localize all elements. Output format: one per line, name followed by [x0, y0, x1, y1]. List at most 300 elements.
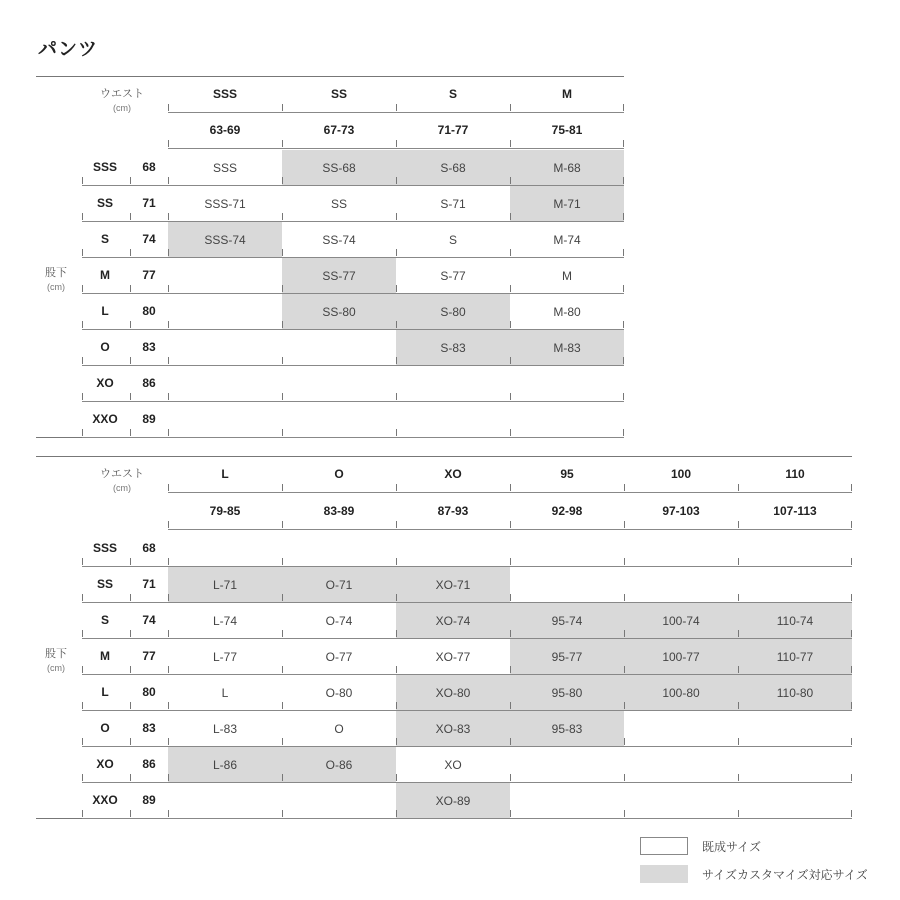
- tick: [510, 177, 511, 184]
- tick: [510, 702, 511, 709]
- tick: [510, 594, 511, 601]
- column-size-header: 100: [670, 467, 692, 481]
- size-cell: [510, 402, 624, 437]
- tick: [282, 249, 283, 256]
- size-cell: L-74: [212, 613, 238, 628]
- tick: [851, 558, 852, 565]
- tick: [510, 285, 511, 292]
- tick: [510, 630, 511, 637]
- tick: [168, 594, 169, 601]
- tick: [82, 357, 83, 364]
- row-inseam-value: 74: [142, 232, 156, 246]
- size-cell: 110-77: [738, 639, 852, 674]
- tick: [623, 213, 624, 220]
- size-cell: [168, 294, 282, 329]
- row-rule: [82, 818, 852, 819]
- tick: [282, 140, 283, 147]
- tick: [130, 666, 131, 673]
- tick: [396, 285, 397, 292]
- tick: [282, 774, 283, 781]
- tick: [130, 285, 131, 292]
- size-cell: [282, 402, 396, 437]
- size-cell: O-77: [325, 649, 353, 664]
- row-size-label: S: [100, 613, 109, 627]
- column-waist-range: 71-77: [437, 123, 469, 137]
- tick: [738, 666, 739, 673]
- tick: [82, 810, 83, 817]
- column-size-header: L: [221, 467, 229, 481]
- tick: [851, 521, 852, 528]
- size-cell: [624, 783, 738, 818]
- tick: [168, 177, 169, 184]
- size-cell: XO: [444, 757, 462, 772]
- size-cell: [396, 531, 510, 566]
- row-inseam-value: 80: [142, 685, 156, 699]
- column-waist-range: 63-69: [209, 123, 241, 137]
- size-cell: [510, 567, 624, 602]
- tick: [130, 357, 131, 364]
- size-cell: [738, 567, 852, 602]
- column-size-header: XO: [444, 467, 462, 481]
- size-cell: [624, 567, 738, 602]
- tick: [851, 630, 852, 637]
- size-cell: SS-74: [322, 232, 356, 247]
- column-waist-range: 87-93: [437, 504, 469, 518]
- column-waist-range: 97-103: [662, 504, 700, 518]
- legend-label: 既成サイズ: [702, 839, 762, 854]
- tick: [168, 249, 169, 256]
- size-cell: [624, 531, 738, 566]
- size-cell: XO-71: [396, 567, 510, 602]
- tick: [851, 484, 852, 491]
- row-inseam-value: 71: [142, 196, 156, 210]
- tick: [623, 429, 624, 436]
- column-waist-range: 83-89: [323, 504, 355, 518]
- size-cell: [168, 330, 282, 365]
- row-size-label: O: [100, 340, 110, 354]
- size-cell: [738, 711, 852, 746]
- size-cell: [738, 747, 852, 782]
- size-cell: 100-77: [624, 639, 738, 674]
- tick: [282, 702, 283, 709]
- size-cell: L-83: [212, 721, 238, 736]
- size-cell: SS-80: [282, 294, 396, 329]
- row-size-label: SSS: [92, 541, 117, 555]
- size-cell: 95-83: [510, 711, 624, 746]
- tick: [82, 177, 83, 184]
- size-cell: 110-74: [738, 603, 852, 638]
- size-cell: [168, 366, 282, 401]
- tick: [168, 702, 169, 709]
- tick: [282, 738, 283, 745]
- size-cell: XO-74: [396, 603, 510, 638]
- tick: [130, 558, 131, 565]
- size-cell: XO-83: [396, 711, 510, 746]
- waist-unit: (cm): [113, 103, 131, 113]
- tick: [851, 738, 852, 745]
- page-title: パンツ: [38, 38, 99, 60]
- row-size-label: XO: [96, 757, 114, 771]
- size-cell: O-80: [325, 685, 353, 700]
- size-cell: SS-77: [282, 258, 396, 293]
- tick: [396, 594, 397, 601]
- tick: [130, 630, 131, 637]
- tick: [282, 357, 283, 364]
- size-cell: [510, 366, 624, 401]
- size-cell: SSS-74: [168, 222, 282, 257]
- tick: [738, 810, 739, 817]
- size-cell: 100-80: [624, 675, 738, 710]
- tick: [396, 558, 397, 565]
- tick: [82, 558, 83, 565]
- row-size-label: SS: [96, 196, 113, 210]
- size-cell: [624, 711, 738, 746]
- size-cell: M-83: [510, 330, 624, 365]
- column-waist-range: 79-85: [209, 504, 241, 518]
- header-rule: [168, 492, 852, 493]
- row-inseam-value: 68: [142, 541, 156, 555]
- tick: [396, 810, 397, 817]
- tick: [82, 702, 83, 709]
- tick: [82, 429, 83, 436]
- size-cell: M-68: [510, 150, 624, 185]
- tick: [510, 249, 511, 256]
- tick: [510, 429, 511, 436]
- tick: [510, 810, 511, 817]
- column-waist-range: 75-81: [551, 123, 583, 137]
- column-size-header: M: [562, 87, 572, 101]
- tick: [82, 321, 83, 328]
- tick: [510, 213, 511, 220]
- tick: [168, 484, 169, 491]
- tick: [168, 104, 169, 111]
- size-cell: XO-77: [435, 649, 471, 664]
- tick: [168, 140, 169, 147]
- tick: [510, 558, 511, 565]
- column-size-header: SS: [330, 87, 347, 101]
- size-cell: S-71: [440, 196, 466, 211]
- tick: [130, 702, 131, 709]
- tick: [282, 521, 283, 528]
- tick: [282, 429, 283, 436]
- size-cell: M: [562, 268, 572, 283]
- waist-label: ウエスト: [100, 468, 144, 480]
- size-cell: 95-77: [510, 639, 624, 674]
- size-cell: S-80: [396, 294, 510, 329]
- tick: [510, 738, 511, 745]
- column-size-header: SSS: [212, 87, 237, 101]
- row-size-label: SSS: [92, 160, 117, 174]
- header-rule: [168, 112, 624, 113]
- tick: [510, 484, 511, 491]
- tick: [396, 249, 397, 256]
- tick: [851, 594, 852, 601]
- tick: [168, 213, 169, 220]
- row-rule: [82, 437, 624, 438]
- size-cell: [282, 783, 396, 818]
- tick: [510, 357, 511, 364]
- tick: [510, 666, 511, 673]
- tick: [624, 484, 625, 491]
- inseam-label: 股下: [45, 267, 67, 279]
- tick: [624, 666, 625, 673]
- size-cell: S-68: [396, 150, 510, 185]
- size-cell: XO-89: [396, 783, 510, 818]
- size-cell: [396, 402, 510, 437]
- size-cell: [510, 531, 624, 566]
- tick: [130, 738, 131, 745]
- tick: [624, 630, 625, 637]
- size-cell: 95-74: [510, 603, 624, 638]
- tick: [82, 285, 83, 292]
- row-inseam-value: 80: [142, 304, 156, 318]
- tick: [396, 484, 397, 491]
- tick: [738, 738, 739, 745]
- tick: [130, 213, 131, 220]
- tick: [130, 810, 131, 817]
- size-cell: 110-80: [738, 675, 852, 710]
- legend-label: サイズカスタマイズ対応サイズ: [702, 867, 868, 882]
- tick: [82, 774, 83, 781]
- size-cell: S: [448, 232, 457, 247]
- tick: [130, 177, 131, 184]
- tick: [168, 357, 169, 364]
- tick: [396, 393, 397, 400]
- tick: [851, 774, 852, 781]
- tick: [624, 558, 625, 565]
- size-cell: [168, 402, 282, 437]
- column-waist-range: 92-98: [551, 504, 583, 518]
- tick: [396, 738, 397, 745]
- tick: [282, 321, 283, 328]
- tick: [168, 774, 169, 781]
- tick: [510, 321, 511, 328]
- size-cell: SSS-71: [204, 196, 246, 211]
- tick: [168, 630, 169, 637]
- header-rule: [168, 148, 624, 149]
- row-size-label: XXO: [92, 793, 118, 807]
- size-cell: O: [334, 721, 344, 736]
- tick: [396, 213, 397, 220]
- size-cell: [282, 531, 396, 566]
- size-cell: L-77: [212, 649, 238, 664]
- row-size-label: L: [101, 685, 109, 699]
- tick: [282, 393, 283, 400]
- row-inseam-value: 77: [142, 268, 156, 282]
- tick: [282, 630, 283, 637]
- size-cell: [510, 747, 624, 782]
- row-size-label: M: [100, 649, 110, 663]
- tick: [82, 393, 83, 400]
- row-size-label: SS: [96, 577, 113, 591]
- tick: [396, 104, 397, 111]
- size-cell: S-83: [396, 330, 510, 365]
- row-size-label: XO: [96, 376, 114, 390]
- size-cell: [396, 366, 510, 401]
- size-cell: [168, 531, 282, 566]
- tick: [396, 774, 397, 781]
- row-inseam-value: 77: [142, 649, 156, 663]
- tick: [168, 666, 169, 673]
- tick: [510, 521, 511, 528]
- tick: [623, 249, 624, 256]
- row-size-label: M: [100, 268, 110, 282]
- tick: [82, 213, 83, 220]
- header-rule: [168, 529, 852, 530]
- tick: [624, 594, 625, 601]
- column-size-header: 95: [560, 467, 574, 481]
- tick: [282, 484, 283, 491]
- tick: [282, 558, 283, 565]
- inseam-unit: (cm): [47, 663, 65, 673]
- tick: [82, 594, 83, 601]
- size-cell: M-74: [553, 232, 581, 247]
- size-cell: [282, 366, 396, 401]
- row-inseam-value: 74: [142, 613, 156, 627]
- legend-item-custom: [640, 864, 868, 884]
- tick: [738, 630, 739, 637]
- tick: [851, 702, 852, 709]
- tick: [510, 393, 511, 400]
- tick: [624, 774, 625, 781]
- waist-label: ウエスト: [100, 88, 144, 100]
- tick: [623, 393, 624, 400]
- size-cell: [282, 330, 396, 365]
- tick: [510, 140, 511, 147]
- tick: [168, 285, 169, 292]
- legend-item-standard: [640, 836, 868, 856]
- size-cell: SS: [330, 196, 347, 211]
- tick: [168, 521, 169, 528]
- size-cell: L-71: [168, 567, 282, 602]
- size-cell: [624, 747, 738, 782]
- tick: [851, 666, 852, 673]
- size-cell: M-80: [553, 304, 581, 319]
- tick: [396, 630, 397, 637]
- tick: [130, 249, 131, 256]
- tick: [130, 774, 131, 781]
- tick: [130, 429, 131, 436]
- tick: [623, 140, 624, 147]
- column-size-header: 110: [785, 467, 805, 481]
- tick: [623, 177, 624, 184]
- size-cell: L: [221, 685, 229, 700]
- tick: [282, 104, 283, 111]
- row-inseam-value: 89: [142, 793, 156, 807]
- tick: [851, 810, 852, 817]
- column-waist-range: 67-73: [323, 123, 355, 137]
- size-cell: XO-80: [396, 675, 510, 710]
- tick: [282, 810, 283, 817]
- tick: [624, 738, 625, 745]
- tick: [738, 558, 739, 565]
- row-size-label: XXO: [92, 412, 118, 426]
- inseam-unit: (cm): [47, 282, 65, 292]
- tick: [623, 285, 624, 292]
- legend-swatch-gray: [640, 865, 688, 883]
- tick: [282, 666, 283, 673]
- row-size-label: L: [101, 304, 109, 318]
- tick: [168, 393, 169, 400]
- tick: [168, 738, 169, 745]
- tick: [396, 177, 397, 184]
- tick: [82, 630, 83, 637]
- size-cell: O-86: [282, 747, 396, 782]
- tick: [396, 521, 397, 528]
- tick: [130, 594, 131, 601]
- tick: [738, 702, 739, 709]
- size-cell: O-71: [282, 567, 396, 602]
- tick: [396, 357, 397, 364]
- legend: [640, 836, 868, 892]
- row-inseam-value: 86: [142, 757, 156, 771]
- column-size-header: S: [448, 87, 457, 101]
- size-cell: SSS: [212, 160, 237, 175]
- column-waist-range: 107-113: [773, 504, 817, 518]
- tick: [396, 429, 397, 436]
- tick: [510, 774, 511, 781]
- row-inseam-value: 83: [142, 340, 156, 354]
- row-size-label: S: [100, 232, 109, 246]
- size-cell: [510, 783, 624, 818]
- tick: [738, 774, 739, 781]
- tick: [738, 484, 739, 491]
- tick: [282, 285, 283, 292]
- tick: [623, 357, 624, 364]
- inseam-label: 股下: [45, 648, 67, 660]
- tick: [82, 666, 83, 673]
- tick: [623, 321, 624, 328]
- size-cell: S-77: [440, 268, 466, 283]
- size-cell: SS-68: [282, 150, 396, 185]
- size-cell: 95-80: [510, 675, 624, 710]
- tick: [130, 393, 131, 400]
- tick: [624, 810, 625, 817]
- tick: [624, 702, 625, 709]
- tick: [738, 521, 739, 528]
- tick: [282, 594, 283, 601]
- legend-swatch-white: [640, 837, 688, 855]
- size-cell: 100-74: [624, 603, 738, 638]
- tick: [738, 594, 739, 601]
- size-cell: M-71: [510, 186, 624, 221]
- tick: [82, 249, 83, 256]
- row-inseam-value: 83: [142, 721, 156, 735]
- tick: [168, 810, 169, 817]
- tick: [168, 429, 169, 436]
- size-cell: [168, 783, 282, 818]
- tick: [510, 104, 511, 111]
- tick: [168, 321, 169, 328]
- row-inseam-value: 89: [142, 412, 156, 426]
- tick: [624, 521, 625, 528]
- size-cell: [168, 258, 282, 293]
- waist-unit: (cm): [113, 483, 131, 493]
- tick: [130, 321, 131, 328]
- tick: [396, 140, 397, 147]
- tick: [282, 213, 283, 220]
- tick: [168, 558, 169, 565]
- row-inseam-value: 68: [142, 160, 156, 174]
- row-inseam-value: 86: [142, 376, 156, 390]
- tick: [396, 666, 397, 673]
- tick: [396, 702, 397, 709]
- size-cell: O-74: [325, 613, 353, 628]
- tick: [282, 177, 283, 184]
- tick: [82, 738, 83, 745]
- size-cell: [738, 531, 852, 566]
- tick: [623, 104, 624, 111]
